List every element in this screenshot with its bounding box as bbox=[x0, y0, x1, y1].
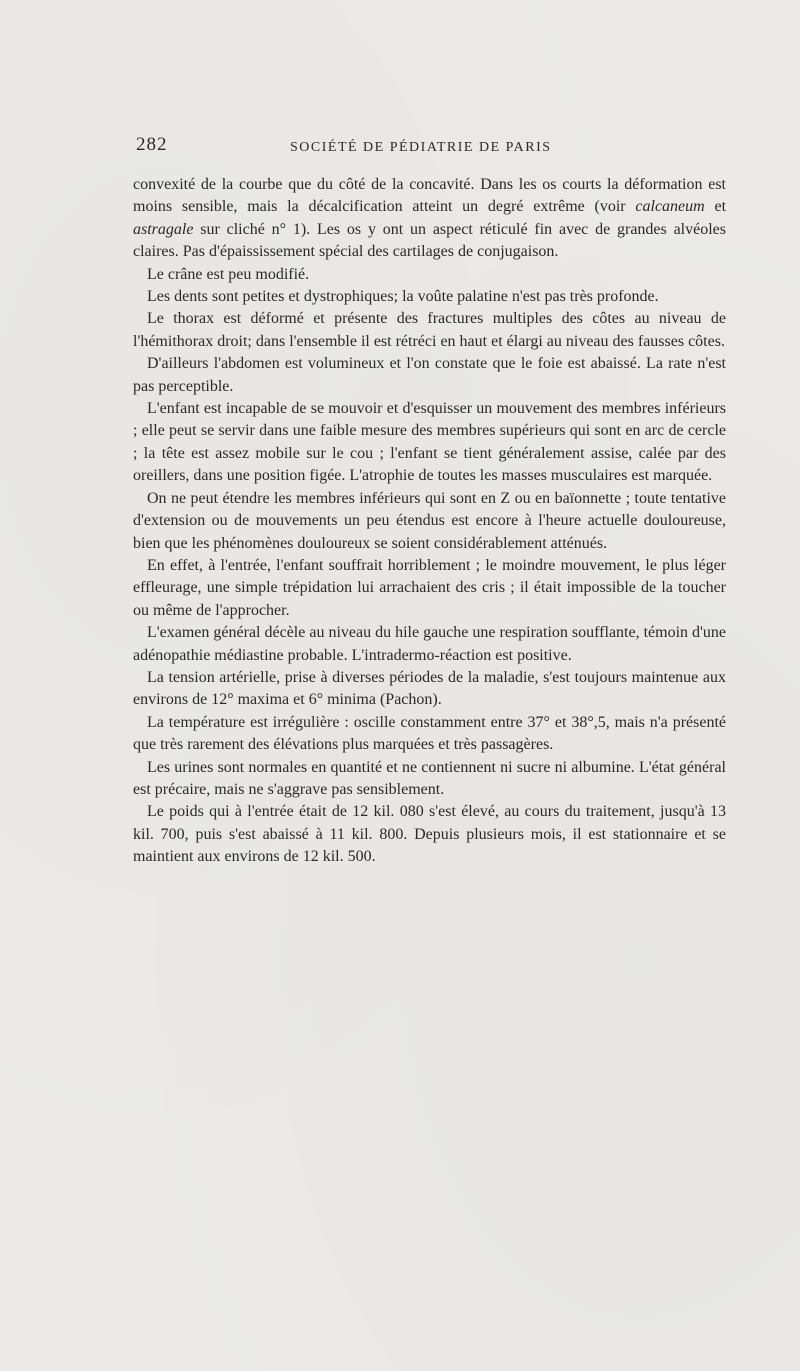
paragraph-blood-pressure: La tension artérielle, prise à diverses périodes de la maladie, s'est toujours maintenue aux environs de 12° maxima et 6° minima (Pachon). bbox=[133, 668, 726, 709]
paragraph-thorax: Le thorax est déformé et présente des fractures multiples des côtes au niveau de l'hémithorax droit; dans l'ensemble il est rétréci en haut et élargi au niveau des fausses côtes. bbox=[133, 310, 726, 350]
paragraph-abdomen: D'ailleurs l'abdomen est volumineux et l'on constate que le foie est abaissé. La rate n'est pas perceptible. bbox=[133, 355, 726, 395]
paragraph-lower-limbs: On ne peut étendre les membres inférieurs qui sont en Z ou en baïonnette ; toute tentative d'extension ou de mouvements un peu étendus est encore à l'heure actuelle douloureuse, bien que les phénomènes douloureux se soient considérablement atténués. bbox=[133, 489, 726, 552]
paragraph-weight: Le poids qui à l'entrée était de 12 kil. 080 s'est élevé, au cours du traitement, jusqu'à 13 kil. 700, puis s'est abaissé à 11 kil. 800. Depuis plusieurs mois, il est stationnaire et se maintient aux environs de 12 kil. 500. bbox=[133, 803, 726, 866]
paragraph-pain: En effet, à l'entrée, l'enfant souffrait horriblement ; le moindre mouvement, le plus léger effleurage, une simple trépidation lui arrachaient des cris ; il était impossible de la toucher ou même de l'approcher. bbox=[133, 556, 726, 619]
italic-term: calcaneum bbox=[635, 198, 705, 216]
paragraph-mobility: L'enfant est incapable de se mouvoir et d'esquisser un mouvement des membres inférieurs ; elle peut se servir dans une faible mesure des membres supérieurs qui sont en arc de cercle ; la tête est assez mobile sur le cou ; l'enfant se tient généralement assise, calée par des oreillers, dans une position figée. L'atrophie de toutes les masses musculaires est marquée. bbox=[133, 400, 726, 485]
paragraph-text: convexité de la courbe que du côté de la concavité. Dans les os courts la déformation est moins sensible, mais la décalcification atteint un degré extrême (voir bbox=[133, 176, 726, 216]
italic-term: astragale bbox=[133, 220, 194, 238]
paragraph-text: et bbox=[704, 198, 727, 216]
paragraph-temperature: La température est irrégulière : oscille constamment entre 37° et 38°,5, mais n'a présenté que très rarement des élévations plus marquées et très passagères. bbox=[133, 713, 726, 754]
body-text bbox=[133, 174, 726, 869]
paragraph-urine: Les urines sont normales en quantité et ne contiennent ni sucre ni albumine. L'état général est précaire, mais ne s'aggrave pas sensiblement. bbox=[133, 758, 726, 798]
paragraph-text: sur cliché n° 1). Les os y ont un aspect réticulé fin avec de grandes alvéoles claires. Pas d'épaississement spécial des cartilages de conjugaison. bbox=[133, 220, 726, 261]
running-title: SOCIÉTÉ DE PÉDIATRIE DE PARIS bbox=[290, 140, 552, 155]
page-number: 282 bbox=[136, 134, 168, 155]
page-header bbox=[136, 134, 726, 160]
paragraph-exam: L'examen général décèle au niveau du hile gauche une respiration soufflante, témoin d'une adénopathie médiastine probable. L'intradermo-réaction est positive. bbox=[133, 624, 727, 664]
paragraph-skull: Le crâne est peu modifié. bbox=[147, 265, 310, 283]
paragraph-bone-description bbox=[133, 174, 726, 264]
paragraph-teeth: Les dents sont petites et dystrophiques; la voûte palatine n'est pas très profonde. bbox=[147, 288, 659, 306]
